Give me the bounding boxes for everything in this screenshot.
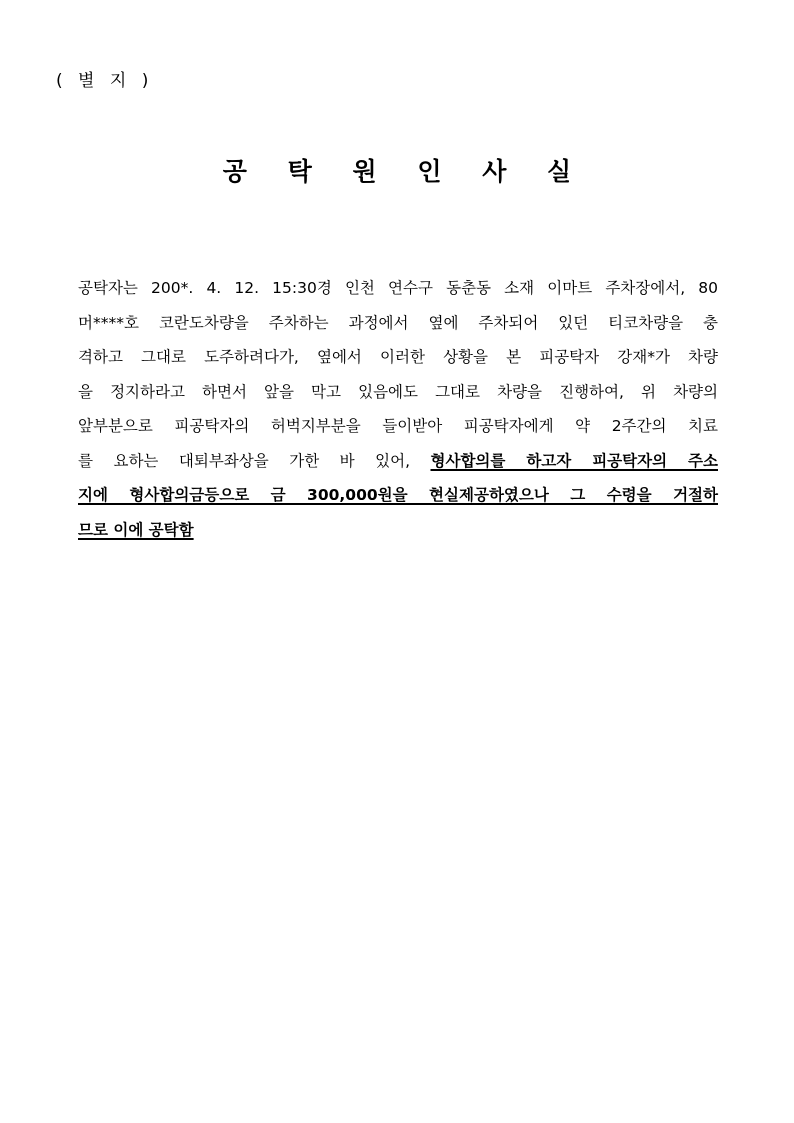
attachment-label: ( 별 지 ) <box>56 71 154 91</box>
emphasized-text: 므로 이에 공탁함 <box>78 520 194 539</box>
body-line <box>78 449 718 484</box>
body-line: 을 정지하라고 하면서 앞을 막고 있음에도 그대로 차량을 진행하여, 위 차량의 <box>78 382 718 401</box>
document-title: 공 탁 원 인 사 실 <box>222 157 588 186</box>
body-line: 격하고 그대로 도주하려다가, 옆에서 이러한 상황을 본 피공탁자 강재*가 차량 <box>78 348 718 366</box>
body-line <box>78 518 718 553</box>
emphasized-text: 지에 형사합의금등으로 금 300,000원을 현실제공하였으나 그 수령을 거절하 <box>78 486 718 504</box>
body-line: 앞부분으로 피공탁자의 허벅지부분을 들이받아 피공탁자에게 약 2주간의 치료 <box>78 417 718 435</box>
body-line <box>78 483 718 518</box>
body-line: 머****호 코란도차량을 주차하는 과정에서 옆에 주차되어 있던 티코차량을 충 <box>78 313 718 332</box>
deposit-reason-body <box>78 276 718 552</box>
emphasized-text: 형사합의를 하고자 피공탁자의 주소 <box>430 451 718 470</box>
body-line: 공탁자는 200*. 4. 12. 15:30경 인천 연수구 동춘동 소재 이마트 주차장에서, 80 <box>78 279 718 297</box>
body-text-plain: 를 요하는 대퇴부좌상을 가한 바 있어, <box>78 451 431 470</box>
